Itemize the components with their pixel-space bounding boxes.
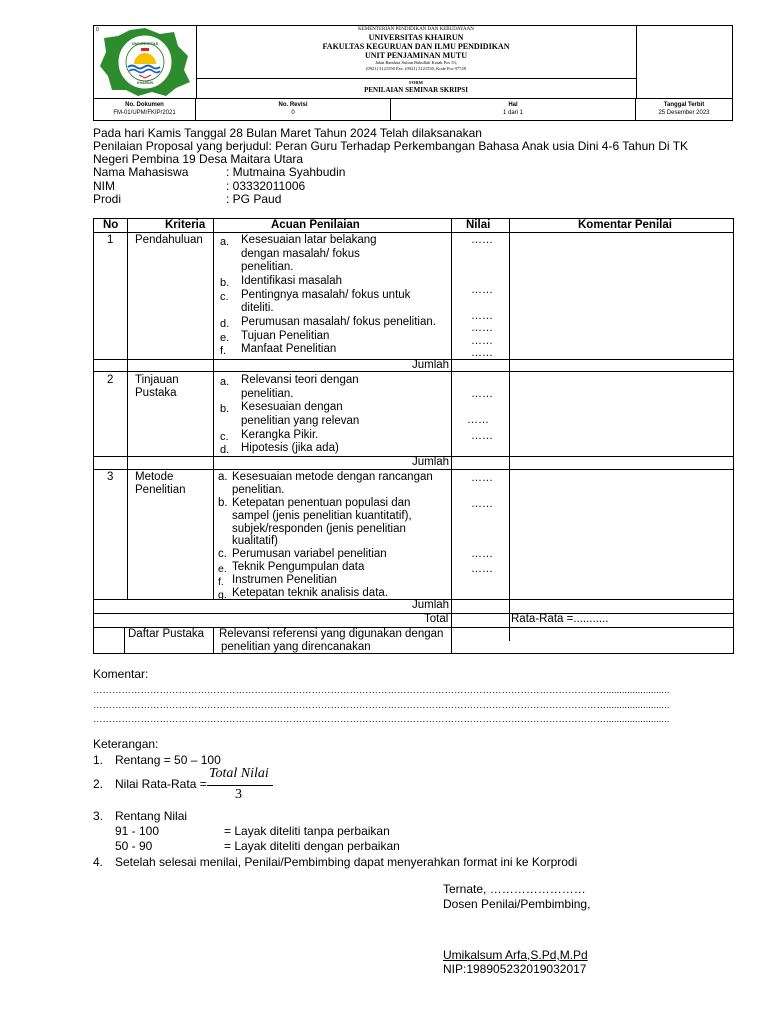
s3-mark-c: c. bbox=[218, 548, 227, 560]
form-label: FORM bbox=[409, 80, 423, 85]
s3-item-f: Instrumen Penelitian bbox=[232, 574, 337, 586]
faculty-name: FAKULTAS KEGURUAN DAN ILMU PENDIDIKAN bbox=[322, 42, 510, 51]
phone-text: (0921) 3121550 Fax. (0921) 3121550, Kode Pos 97728 bbox=[366, 66, 466, 71]
score-dots[interactable]: …… bbox=[471, 284, 493, 296]
score-dots[interactable]: …… bbox=[471, 472, 493, 484]
s2-item-b-line1: Kesesuaian dengan bbox=[241, 401, 343, 413]
col-line-no bbox=[127, 218, 128, 599]
university-logo bbox=[94, 26, 196, 98]
relevansi-line2: penelitian yang direncanakan bbox=[221, 641, 371, 653]
date-cell bbox=[636, 99, 732, 121]
doc-no-cell bbox=[94, 99, 196, 121]
col-header-kriteria: Kriteria bbox=[165, 219, 206, 231]
s1-jumlah-label: Jumlah bbox=[412, 359, 450, 371]
nim-label: NIM bbox=[93, 179, 115, 193]
header-right-cell bbox=[636, 26, 732, 98]
s3-mark-b: b. bbox=[218, 497, 228, 509]
fraction-denominator: 3 bbox=[235, 787, 242, 802]
range-1: 91 - 100 bbox=[115, 824, 160, 838]
s2-mark-a: a. bbox=[220, 376, 230, 388]
signature-place: Ternate, …………………… bbox=[443, 882, 586, 896]
keterangan-3: Rentang Nilai bbox=[115, 809, 188, 823]
document-header bbox=[93, 25, 733, 121]
doc-no-value: FM-01/UPM/FKIP/2021 bbox=[113, 110, 176, 116]
section-3-no: 3 bbox=[107, 471, 114, 483]
logo-cell bbox=[94, 26, 197, 98]
s2-jumlah-label: Jumlah bbox=[412, 456, 450, 468]
s3-item-b-line4: kualitatif) bbox=[232, 535, 279, 547]
section-2-no: 2 bbox=[107, 374, 114, 386]
score-dots[interactable]: …… bbox=[471, 322, 493, 334]
s3-item-g: Ketepatan teknik analisis data. bbox=[232, 587, 388, 599]
score-dots[interactable]: …… bbox=[471, 347, 493, 359]
score-dots[interactable]: …… bbox=[471, 234, 493, 246]
komentar-line-3[interactable]: ………………………………………………………………………………………………………………………………………………........................ bbox=[93, 714, 670, 725]
daftar-pustaka-label: Daftar Pustaka bbox=[128, 628, 205, 640]
revision-cell bbox=[196, 99, 391, 121]
col-header-komentar: Komentar Penilai bbox=[578, 219, 672, 231]
s1-item-c-line2: diteliti. bbox=[241, 302, 274, 314]
student-name-value: : Mutmaina Syahbudin bbox=[226, 165, 346, 179]
s3-jumlah-label: Jumlah bbox=[412, 599, 450, 611]
intro-line-3: Negeri Pembina 19 Desa Maitara Utara bbox=[93, 152, 304, 166]
page-cell bbox=[391, 99, 636, 121]
keterangan-1-no: 1. bbox=[93, 753, 104, 767]
s1-mark-b: b. bbox=[220, 277, 230, 289]
university-name: UNIVERSITAS KHAIRUN bbox=[368, 33, 464, 42]
col-line-acuan bbox=[451, 218, 452, 654]
col-line-nilai bbox=[509, 218, 510, 641]
signature-role: Dosen Penilai/Pembimbing, bbox=[443, 897, 591, 911]
s1-item-a-line1: Kesesuaian latar belakang bbox=[241, 234, 377, 246]
s1-mark-a: a. bbox=[220, 236, 230, 248]
s1-item-d: Perumusan masalah/ fokus penelitian. bbox=[241, 316, 436, 328]
table-border bbox=[93, 218, 734, 654]
score-dots[interactable]: …… bbox=[471, 388, 493, 400]
score-dots[interactable]: …… bbox=[471, 335, 493, 347]
s2-item-d: Hipotesis (jika ada) bbox=[241, 442, 339, 454]
s3-item-b-line3: subjek/responden (jenis penelitian bbox=[232, 523, 406, 535]
col-header-acuan: Acuan Penilaian bbox=[271, 219, 360, 231]
keterangan-1: Rentang = 50 – 100 bbox=[115, 753, 221, 767]
nim-value: : 03332011006 bbox=[226, 179, 306, 193]
date-value: 25 Desember 2023 bbox=[658, 110, 710, 116]
s2-mark-b: b. bbox=[220, 403, 230, 415]
s1-mark-c: c. bbox=[220, 291, 229, 303]
s1-item-b: Identifikasi masalah bbox=[241, 275, 342, 287]
keterangan-label: Keterangan: bbox=[93, 737, 159, 751]
section-1-no: 1 bbox=[107, 234, 114, 246]
rata-rata-field[interactable]: Rata-Rata =........... bbox=[511, 613, 609, 625]
signature-name: Umikalsum Arfa,S.Pd,M.Pd bbox=[443, 948, 588, 962]
s2-item-c: Kerangka Pikir. bbox=[241, 429, 319, 441]
col-line-dp-left bbox=[124, 628, 125, 654]
s2-item-a-line1: Relevansi teori dengan bbox=[241, 374, 359, 386]
s1-item-f: Manfaat Penelitian bbox=[241, 343, 337, 355]
s3-mark-a: a. bbox=[218, 471, 228, 483]
section-3-kriteria-line1: Metode bbox=[135, 471, 174, 483]
relevansi-line1: Relevansi referensi yang digunakan dengan bbox=[219, 628, 444, 640]
fraction-bar bbox=[207, 785, 273, 786]
s1-mark-f: f. bbox=[220, 345, 227, 357]
date-label: Tanggal Terbit bbox=[663, 102, 705, 108]
s3-item-c: Perumusan variabel penelitian bbox=[232, 548, 387, 560]
revision-label: No. Revisi bbox=[278, 102, 308, 108]
score-dots[interactable]: …… bbox=[471, 548, 493, 560]
form-title: PENILAIAN SEMINAR SKRIPSI bbox=[364, 86, 468, 94]
intro-line-1: Pada hari Kamis Tanggal 28 Bulan Maret Tahun 2024 Telah dilaksanakan bbox=[93, 126, 482, 140]
s3-item-b-line1: Ketepatan penentuan populasi dan bbox=[232, 497, 411, 509]
keterangan-4: Setelah selesai menilai, Penilai/Pembimbing dapat menyerahkan format ini ke Korprodi bbox=[115, 855, 578, 869]
section-2-kriteria-line1: Tinjauan bbox=[135, 374, 179, 386]
s3-item-b-line2: sampel (jenis penelitian kuantitatif), bbox=[232, 510, 412, 522]
total-label: Total bbox=[424, 613, 449, 625]
ministry-name: KEMENTERIAN PENDIDIKAN DAN KEBUDAYAAN bbox=[358, 27, 474, 32]
col-header-no: No bbox=[103, 219, 119, 231]
unit-name: UNIT PENJAMINAN MUTU bbox=[364, 51, 468, 60]
col-line-dp-mid bbox=[213, 628, 214, 654]
score-dots[interactable]: …… bbox=[471, 498, 493, 510]
s1-mark-d: d. bbox=[220, 318, 230, 330]
section-1-kriteria: Pendahuluan bbox=[135, 234, 203, 246]
range-2-desc: = Layak diteliti dengan perbaikan bbox=[224, 839, 400, 853]
signature-nip: NIP:198905232019032017 bbox=[443, 962, 587, 976]
s3-jumlah-line bbox=[93, 613, 734, 614]
section-3-kriteria-line2: Penelitian bbox=[135, 484, 186, 496]
s1-item-a-line3: penelitian. bbox=[241, 261, 294, 273]
komentar-line-1[interactable]: ………………………………………………………………………………………………………………………………………………........................ bbox=[93, 685, 670, 696]
s1-item-e: Tujuan Penelitian bbox=[241, 330, 330, 342]
keterangan-2: Nilai Rata-Rata = bbox=[115, 777, 207, 791]
intro-line-2: Penilaian Proposal yang berjudul: Peran Guru Terhadap Perkembangan Bahasa Anak usia Dini 4-6 Tahun Di TK bbox=[93, 139, 689, 153]
section-2-kriteria-line2: Pustaka bbox=[135, 387, 177, 399]
komentar-label: Komentar: bbox=[93, 667, 149, 681]
col-line-kriteria bbox=[213, 218, 214, 599]
komentar-line-2[interactable]: ………………………………………………………………………………………………………………………………………………........................ bbox=[93, 700, 670, 711]
score-dots[interactable]: …… bbox=[471, 430, 493, 442]
s3-item-a-line2: penelitian. bbox=[232, 484, 285, 496]
s2-mark-d: d. bbox=[220, 444, 230, 456]
page-value: 1 dari 1 bbox=[502, 110, 523, 116]
doc-no-label: No. Dokumen bbox=[125, 102, 164, 108]
corner-mark: 0 bbox=[96, 27, 99, 33]
revision-value: 0 bbox=[291, 110, 295, 116]
score-dots[interactable]: …… bbox=[467, 414, 489, 426]
s3-mark-f: f. bbox=[218, 576, 224, 588]
keterangan-4-no: 4. bbox=[93, 855, 104, 869]
col-header-nilai: Nilai bbox=[466, 219, 491, 231]
logo-text-bottom: KHAIRUN bbox=[136, 81, 154, 85]
s2-item-a-line2: penelitian. bbox=[241, 388, 294, 400]
prodi-value: : PG Paud bbox=[226, 192, 282, 206]
page-label: Hal bbox=[508, 102, 518, 108]
s2-mark-c: c. bbox=[220, 431, 229, 443]
score-dots[interactable]: …… bbox=[471, 563, 493, 575]
range-1-desc: = Layak diteliti tanpa perbaikan bbox=[224, 824, 390, 838]
s3-item-e: Teknik Pengumpulan data bbox=[232, 561, 365, 573]
s1-item-a-line2: dengan masalah/ fokus bbox=[241, 248, 360, 260]
s1-mark-e: e. bbox=[220, 332, 230, 344]
fraction-numerator: Total Nilai bbox=[209, 766, 269, 781]
s1-item-c-line1: Pentingnya masalah/ fokus untuk bbox=[241, 289, 411, 301]
prodi-label: Prodi bbox=[93, 192, 122, 206]
s3-mark-e: e. bbox=[218, 563, 227, 575]
header-title-cell bbox=[196, 26, 637, 98]
s3-mark-g: g. bbox=[218, 589, 227, 601]
s3-item-a-line1: Kesesuaian metode dengan rancangan bbox=[232, 471, 433, 483]
range-2: 50 - 90 bbox=[115, 839, 153, 853]
score-dots[interactable]: …… bbox=[471, 310, 493, 322]
student-name-label: Nama Mahasiswa bbox=[93, 165, 189, 179]
document-meta-row bbox=[94, 98, 732, 121]
s2-item-b-line2: penelitian yang relevan bbox=[241, 415, 360, 427]
address-text: Jalan Bandara Sultan Babullah Kotak Pos 53, bbox=[375, 60, 457, 65]
keterangan-3-no: 3. bbox=[93, 809, 104, 823]
logo-text-top: UNIVERSITAS bbox=[131, 41, 159, 46]
keterangan-2-no: 2. bbox=[93, 777, 104, 791]
